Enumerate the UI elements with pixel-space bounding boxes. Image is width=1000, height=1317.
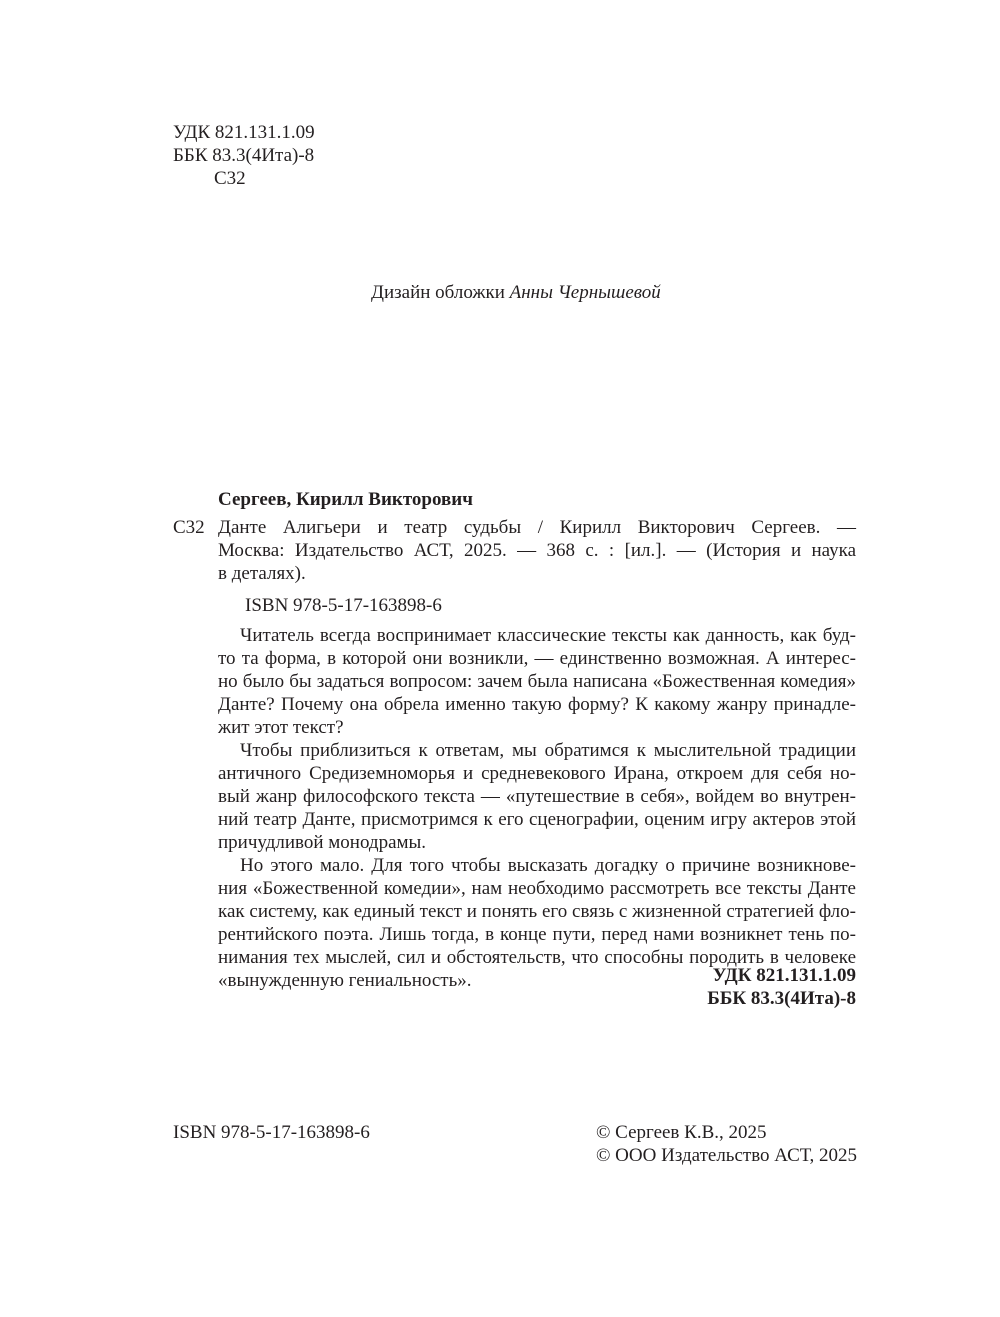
annotation-line: Чтобы приблизиться к ответам, мы обратимся к мыслительной традиции [240, 740, 856, 761]
description-line: Москва: Издательство АСТ, 2025. — 368 с. : [ил.]. — (История и наука [218, 540, 856, 561]
design-credit-prefix: Дизайн обложки [371, 282, 505, 303]
annotation-line: но было бы задаться вопросом: зачем была написана «Божественная комедия» [218, 671, 856, 692]
annotation-line: вый жанр философского текста — «путешествие в себя», войдем во внутрен- [218, 786, 856, 807]
copyright-author: © Сергеев К.В., 2025 [596, 1122, 767, 1143]
footer-isbn: ISBN 978-5-17-163898-6 [173, 1122, 370, 1143]
annotation [218, 624, 856, 992]
annotation-line: Читатель всегда воспринимает классические тексты как данность, как буд- [240, 625, 856, 646]
record-author-sign: С32 [173, 517, 205, 538]
design-credit-name: Анны Чернышевой [509, 282, 661, 303]
author-sign: С32 [214, 168, 246, 189]
record-author: Сергеев, Кирилл Викторович [218, 489, 473, 510]
udk-code-bottom: УДК 821.131.1.09 [712, 965, 856, 986]
udk-code: УДК 821.131.1.09 [173, 122, 315, 143]
annotation-paragraph-2 [218, 739, 856, 854]
annotation-line: нимания тех мыслей, сил и обстоятельств, что способны породить в человеке [218, 947, 856, 968]
copyright-block [596, 1121, 857, 1167]
annotation-line: Но этого мало. Для того чтобы высказать догадку о причине возникнове- [240, 855, 856, 876]
record-description [218, 516, 856, 585]
annotation-line: то та форма, в которой они возникли, — единственно возможная. А интерес- [218, 648, 856, 669]
annotation-line: как систему, как единый текст и понять его связь с жизненной стратегией фло- [218, 901, 856, 922]
record-isbn: ISBN 978-5-17-163898-6 [245, 595, 442, 616]
annotation-line: причудливой монодрамы. [218, 832, 427, 853]
bbk-code: ББК 83.3(4Ита)-8 [173, 145, 315, 166]
annotation-line: жит этот текст? [218, 717, 344, 738]
annotation-line: «вынужденную гениальность». [218, 970, 472, 991]
annotation-line: ния «Божественной комедии», нам необходимо рассмотреть все тексты Данте [218, 878, 856, 899]
annotation-line: античного Средиземноморья и средневекового Ирана, откроем для себя но- [218, 763, 856, 784]
annotation-paragraph-1 [218, 624, 856, 739]
description-line: Данте Алигьери и театр судьбы / Кирилл Викторович Сергеев. — [218, 517, 856, 538]
design-credit [371, 281, 671, 304]
annotation-line: Данте? Почему она обрела именно такую форму? К какому жанру принадле- [218, 694, 856, 715]
classification-header [173, 121, 315, 190]
annotation-line: ний театр Данте, присмотримся к его сценографии, оценим игру актеров этой [218, 809, 856, 830]
copyright-publisher: © ООО Издательство АСТ, 2025 [596, 1145, 857, 1166]
bbk-code-bottom: ББК 83.3(4Ита)-8 [707, 988, 856, 1009]
annotation-line: рентийского поэта. Лишь тогда, в конце пути, перед нами возникнет тень по- [218, 924, 856, 945]
description-line: в деталях). [218, 563, 306, 584]
classification-bottom [600, 964, 856, 1010]
